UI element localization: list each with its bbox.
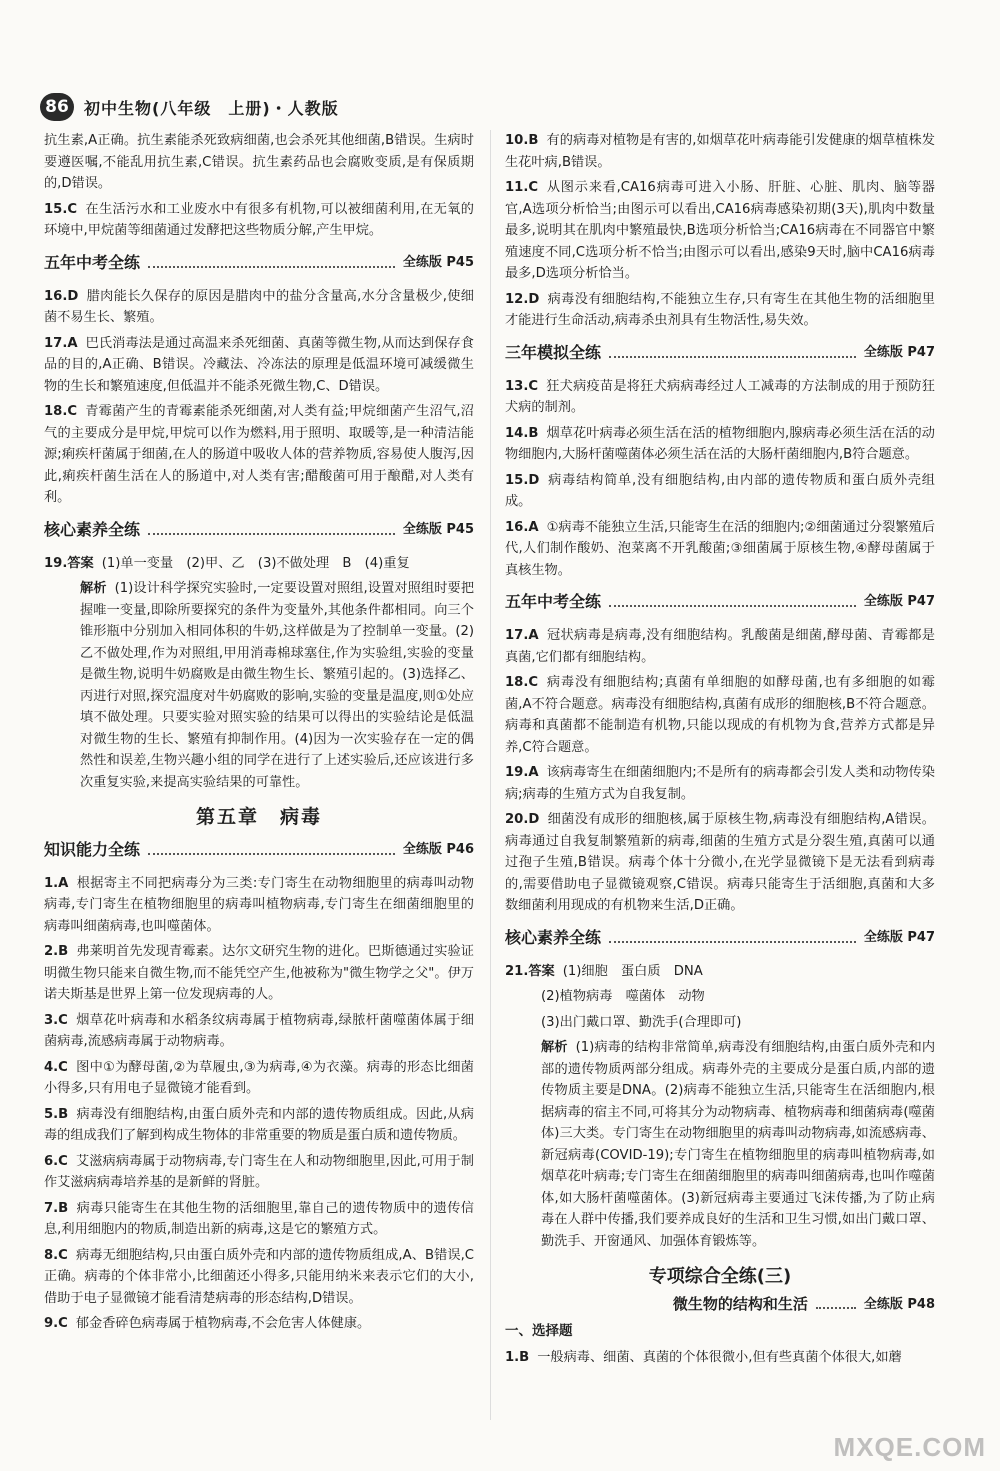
answer-item: 7.B 病毒只能寄生在其他生物的活细胞里,靠自己的遗传物质中的遗传信息,利用细胞内的物质,制造出新的病毒,这是它的繁殖方式。 [44,1200,474,1237]
right-column [505,130,935,1372]
answer-item: 3.C 烟草花叶病毒和水稻条纹病毒属于植物病毒,绿脓杆菌噬菌体属于细菌病毒,流感病毒属于动物病毒。 [44,1012,474,1049]
answer-item: 8.C 病毒无细胞结构,只由蛋白质外壳和内部的遗传物质组成,A、B错误,C正确。病毒的个体非常小,比细菌还小得多,只能用纳米来表示它们的大小,借助于电子显微镜才能看清楚病毒的形态结构,D错误。 [44,1247,474,1306]
explanation: 解析 (1)设计科学探究实验时,一定要设置对照组,设置对照组时要把握唯一变量,即除所要探究的条件为变量外,其他条件都相同。向三个锥形瓶中分别加入相同体积的牛奶,这样做是为了控制单一变量。(2)乙不做处理,作为对照组,甲用消毒棉球塞住,作为实验组,实验的变量是微生物,说明牛奶腐败是由微生物生长、繁殖引起的。(3)选择乙、丙进行对照,探究温度对牛奶腐败的影响,实验的变量是温度,则①处应填不做处理。只要实验对照实验的结果可以得出的实验结论是低温对微生物的生长、繁殖有抑制作用。(4)因为一次实验存在一定的偶然性和误差,生物兴趣小组的同学在进行了上述实验后,还应该进行多次重复实验,来提高实验结果的可靠性。 [80,581,475,790]
answer-line: (3)出门戴口罩、勤洗手(合理即可) [541,1014,742,1030]
page-number: 86 [40,93,74,121]
answer-item: 19.答案 (1)单一变量 (2)甲、乙 (3)不做处理 B (4)重复 [44,555,410,571]
answer-item: 10.B 有的病毒对植物是有害的,如烟草花叶病毒能引发健康的烟草植株发生花叶病,B错误。 [505,133,935,170]
section-header: 三年模拟全练 全练版 P47 [505,342,935,362]
answer-item: 1.A 根据寄主不同把病毒分为三类:专门寄生在动物细胞里的病毒叫动物病毒,专门寄生在植物细胞里的病毒叫植物病毒,专门寄生在细菌细胞里的病毒叫细菌病毒,也叫噬菌体。 [44,875,474,934]
left-column [44,130,474,1339]
section-header: 五年中考全练 全练版 P45 [44,252,474,272]
answer-item: 1.B 一般病毒、细菌、真菌的个体很微小,但有些真菌个体很大,如蘑 [505,1349,902,1365]
answer-item: 12.D 病毒没有细胞结构,不能独立生存,只有寄生在其他生物的活细胞里才能进行生命活动,病毒杀虫剂具有生物活性,易失效。 [505,291,935,328]
section-header: 知识能力全练 全练版 P46 [44,839,474,859]
explanation: 解析 (1)病毒的结构非常简单,病毒没有细胞结构,由蛋白质外壳和内部的遗传物质两部分组成。病毒外壳的主要成分是蛋白质,内部的遗传物质主要是DNA。(2)病毒不能独立生活,只能寄生在活细胞内,根据病毒的宿主不同,可将其分为动物病毒、植物病毒和细菌病毒(噬菌体)三大类。专门寄生在动物细胞里的病毒叫动物病毒,如流感病毒、新冠病毒(COVID-19);专门寄生在植物细胞里的病毒叫植物病毒,如烟草花叶病毒;专门寄生在细菌细胞里的病毒叫细菌病毒,也叫作噬菌体,如大肠杆菌噬菌体。(3)新冠病毒主要通过飞沫传播,为了防止病毒在人群中传播,我们要养成良好的生活和卫生习惯,如出门戴口罩、勤洗手、开窗通风、加强体育锻炼等。 [541,1040,936,1249]
answer-item: 21.答案 (1)细胞 蛋白质 DNA [505,963,703,979]
answer-item: 9.C 郁金香碎色病毒属于植物病毒,不会危害人体健康。 [44,1316,371,1331]
answer-item: 15.D 病毒结构简单,没有细胞结构,由内部的遗传物质和蛋白质外壳组成。 [505,472,935,509]
answer-item: 20.D 细菌没有成形的细胞核,属于原核生物,病毒没有细胞结构,A错误。病毒通过自我复制繁殖新的病毒,细菌的生殖方式是分裂生殖,真菌可以通过孢子生殖,B错误。病毒个体十分微小,在光学显微镜下是无法看到病毒的,需要借助电子显微镜观察,C错误。病毒只能寄生于活细胞,真菌和大多数细菌利用现成的有机物来生活,D正确。 [505,812,935,913]
answer-item: 4.C 图中①为酵母菌,②为草履虫,③为病毒,④为衣藻。病毒的形态比细菌小得多,只有用电子显微镜才能看到。 [44,1059,474,1096]
answer-item: 17.A 冠状病毒是病毒,没有细胞结构。乳酸菌是细菌,酵母菌、青霉都是真菌,它们都有细胞结构。 [505,628,935,665]
intro-paragraph: 抗生素,A正确。抗生素能杀死致病细菌,也会杀死其他细菌,B错误。生病时要遵医嘱,不能乱用抗生素,C错误。抗生素药品也会腐败变质,是有保质期的,D错误。 [44,133,474,191]
section-header: 五年中考全练 全练版 P47 [505,592,935,612]
answer-item: 6.C 艾滋病病毒属于动物病毒,专门寄生在人和动物细胞里,因此,可用于制作艾滋病病毒培养基的是新鲜的肾脏。 [44,1153,474,1190]
watermark: MXQE.COM [833,1432,986,1462]
answer-item: 13.C 狂犬病疫苗是将狂犬病病毒经过人工减毒的方法制成的用于预防狂犬病的制剂。 [505,378,935,415]
answer-item: 18.C 病毒没有细胞结构;真菌有单细胞的如酵母菌,也有多细胞的如霉菌,A不符合题意。病毒没有细胞结构,真菌有成形的细胞核,B不符合题意。病毒和真菌都不能制造有机物,只能以现成的有机物为食,营养方式都是异养,C符合题意。 [505,675,935,755]
answer-item: 15.C 在生活污水和工业废水中有很多有机物,可以被细菌利用,在无氧的环境中,甲烷菌等细菌通过发酵把这些物质分解,产生甲烷。 [44,201,474,238]
subsection-label: 一、选择题 [505,1323,573,1339]
section-header: 核心素养全练 全练版 P45 [44,519,474,539]
book-title: 初中生物(八年级 上册)・人教版 [84,98,339,118]
answer-line: (2)植物病毒 噬菌体 动物 [541,989,705,1004]
answer-item: 17.A 巴氏消毒法是通过高温来杀死细菌、真菌等微生物,从而达到保存食品的目的,A正确、B错误。冷藏法、冷冻法的原理是低温环境可减缓微生物的生长和繁殖速度,但低温并不能杀死微生物,C、D错误。 [44,335,474,394]
answer-item: 5.B 病毒没有细胞结构,由蛋白质外壳和内部的遗传物质组成。因此,从病毒的组成我们了解到构成生物体的非常重要的物质是蛋白质和遗传物质。 [44,1106,474,1143]
page-header [40,92,339,122]
answer-item: 18.C 青霉菌产生的青霉素能杀死细菌,对人类有益;甲烷细菌产生沼气,沼气的主要成分是甲烷,甲烷可以作为燃料,用于照明、取暖等,是一种清洁能源;痢疾杆菌属于细菌,在人的肠道中吸收人体的营养物质,容易使人腹泻,因此,痢疾杆菌生活在人的肠道中,对人类有害;醋酸菌可用于酿醋,对人类有利。 [44,404,474,505]
answer-item: 19.A 该病毒寄生在细菌细胞内;不是所有的病毒都会引发人类和动物传染病;病毒的生殖方式为自我复制。 [505,765,935,802]
chapter-title: 第五章 病毒 [195,806,322,828]
section-header: 核心素养全练 全练版 P47 [505,927,935,947]
answer-item: 14.B 烟草花叶病毒必须生活在活的植物细胞内,腺病毒必须生活在活的动物细胞内,大肠杆菌噬菌体必须生活在活的大肠杆菌细胞内,B符合题意。 [505,425,935,462]
answer-item: 16.D 腊肉能长久保存的原因是腊肉中的盐分含量高,水分含量极少,使细菌不易生长、繁殖。 [44,288,474,325]
answer-item: 11.C 从图示来看,CA16病毒可进入小肠、肝脏、心脏、肌肉、脑等器官,A选项分析恰当;由图示可以看出,CA16病毒感染初期(3天),肌肉中数量最多,说明其在肌肉中繁殖最快,B选项分析恰当;CA16病毒在不同器官中繁殖速度不同,C选项分析不恰当;由图示可以看出,感染9天时,脑中CA16病毒最多,D选项分析恰当。 [505,180,935,281]
answer-item: 16.A ①病毒不能独立生活,只能寄生在活的细胞内;②细菌通过分裂繁殖后代,人们制作酸奶、泡菜离不开乳酸菌;③细菌属于原核生物,④酵母菌属于真核生物。 [505,519,935,578]
column-divider [490,130,491,1420]
answer-item: 2.B 弗莱明首先发现青霉素。达尔文研究生物的进化。巴斯德通过实验证明微生物只能来自微生物,而不能凭空产生,他被称为"微生物学之父"。伊万诺夫斯基是世界上第一位发现病毒的人。 [44,944,474,1002]
special-subtitle: 微生物的结构和生活 全练版 P48 [672,1294,935,1313]
special-section-title: 专项综合全练(三) [648,1266,792,1287]
